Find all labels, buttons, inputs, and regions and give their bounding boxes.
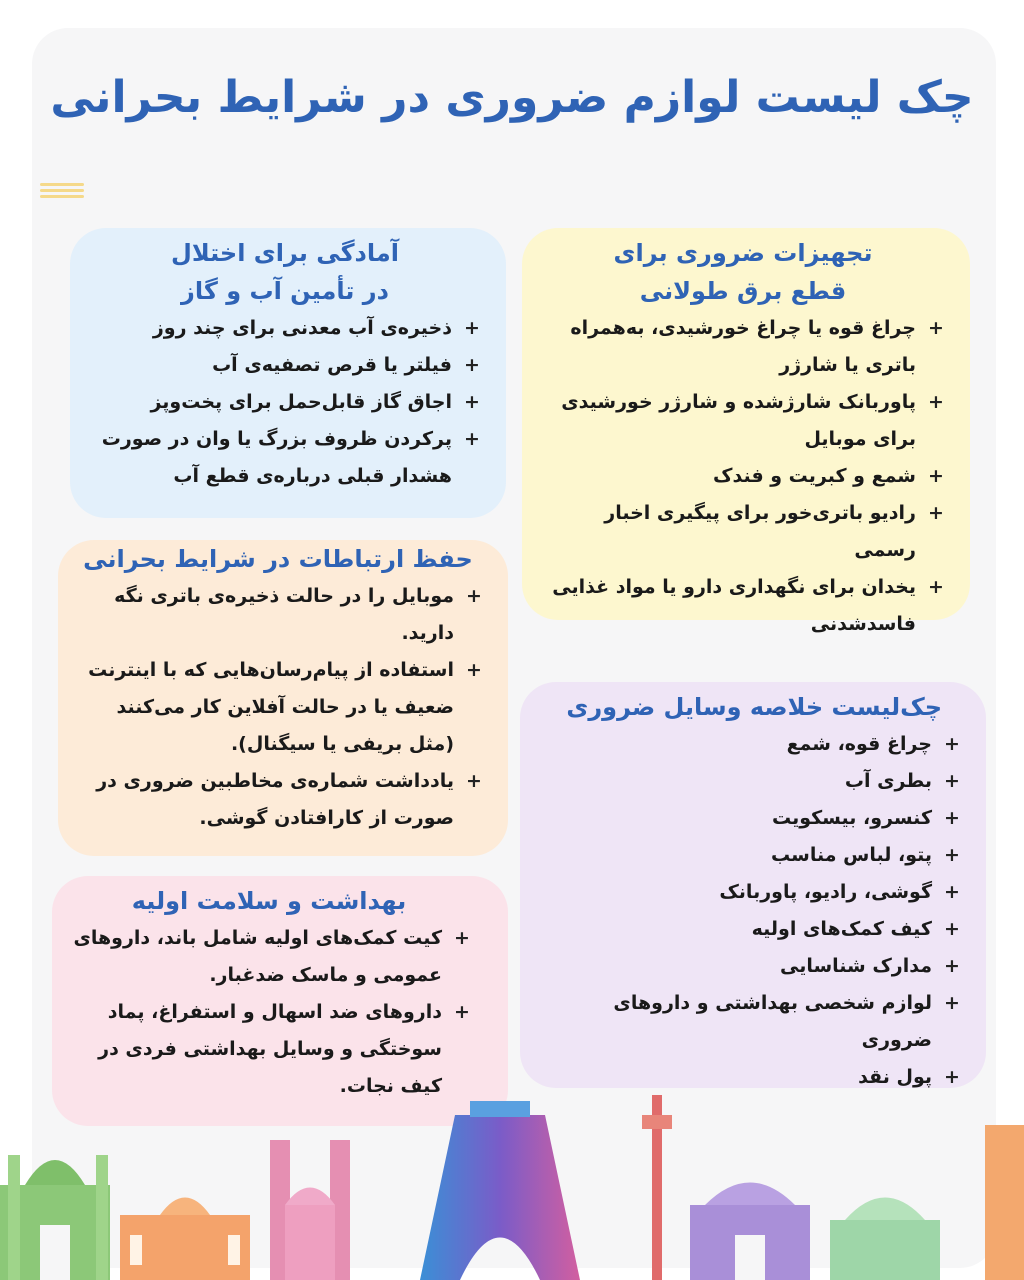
page-title: چک لیست لوازم ضروری در شرایط بحرانی — [50, 72, 974, 123]
list-item — [538, 800, 962, 837]
plus-icon: + — [944, 918, 960, 940]
list-item-text: کیف کمک‌های اولیه — [751, 918, 932, 940]
plus-icon: + — [454, 1001, 470, 1023]
list-item — [538, 837, 962, 874]
list-item — [72, 763, 484, 837]
list-item — [88, 421, 482, 495]
list-item-text: بطری آب — [844, 770, 932, 792]
summary-list — [538, 726, 962, 1096]
list-item-text: استفاده از پیام‌رسان‌هایی که با اینترنت ضعیف یا در حالت آفلاین کار می‌کنند (مثل بریفی یا سیگنال). — [88, 659, 454, 755]
list-item-text: پول نقد — [858, 1066, 932, 1088]
plus-icon: + — [928, 576, 944, 598]
list-item-text: پتو، لباس مناسب — [771, 844, 932, 866]
communication-list — [72, 578, 484, 837]
water-gas-card — [70, 228, 506, 518]
communication-card — [58, 540, 508, 856]
plus-icon: + — [466, 770, 482, 792]
list-item-text: شمع و کبریت و فندک — [713, 465, 916, 487]
list-item-text: رادیو باتری‌خور برای پیگیری اخبار رسمی — [604, 502, 916, 561]
list-item-text: لوازم شخصی بهداشتی و داروهای ضروری — [613, 992, 932, 1051]
plus-icon: + — [466, 659, 482, 681]
list-item — [66, 920, 472, 994]
list-item — [540, 495, 946, 569]
plus-icon: + — [944, 992, 960, 1014]
list-item — [72, 578, 484, 652]
list-item — [538, 874, 962, 911]
power-outage-heading-line1: تجهیزات ضروری برای — [613, 239, 873, 267]
water-gas-heading-line2: در تأمین آب و گاز — [181, 277, 389, 305]
list-item-text: کنسرو، بیسکویت — [771, 807, 932, 829]
plus-icon: + — [928, 465, 944, 487]
plus-icon: + — [466, 585, 482, 607]
list-item — [538, 1059, 962, 1096]
plus-icon: + — [944, 844, 960, 866]
list-item-text: یخدان برای نگهداری دارو یا مواد غذایی فاسدشدنی — [552, 576, 916, 635]
health-heading: بهداشت و سلامت اولیه — [131, 887, 407, 915]
power-outage-heading-line2: قطع برق طولانی — [639, 277, 847, 305]
list-item — [538, 985, 962, 1059]
plus-icon: + — [944, 955, 960, 977]
list-item-text: فیلتر یا قرص تصفیه‌ی آب — [212, 354, 452, 376]
health-list — [66, 920, 472, 1105]
power-outage-list — [540, 310, 946, 643]
water-gas-list — [88, 310, 482, 495]
shrine-purple-illustration — [690, 1183, 810, 1280]
plus-icon: + — [944, 733, 960, 755]
power-outage-heading — [540, 234, 946, 310]
plus-icon: + — [944, 881, 960, 903]
plus-icon: + — [928, 391, 944, 413]
list-item — [538, 948, 962, 985]
plus-icon: + — [928, 317, 944, 339]
list-item-text: چراغ قوه یا چراغ خورشیدی، به‌همراه باتری یا شارژر — [570, 317, 916, 376]
list-item-text: پاوربانک شارژشده و شارژر خورشیدی برای موبایل — [561, 391, 916, 450]
list-item-text: اجاق گاز قابل‌حمل برای پخت‌وپز — [150, 391, 452, 413]
plus-icon: + — [928, 502, 944, 524]
plus-icon: + — [944, 807, 960, 829]
list-item-text: ذخیره‌ی آب معدنی برای چند روز — [152, 317, 452, 339]
list-item-text: مدارک شناسایی — [779, 955, 932, 977]
list-item — [66, 994, 472, 1105]
list-item — [72, 652, 484, 763]
water-gas-heading — [88, 234, 482, 310]
plus-icon: + — [464, 354, 480, 376]
plus-icon: + — [464, 391, 480, 413]
list-item-text: گوشی، رادیو، پاوربانک — [719, 881, 932, 903]
plus-icon: + — [944, 770, 960, 792]
decorative-lines — [40, 180, 84, 204]
city-skyline-illustration — [0, 1095, 1024, 1280]
azadi-tower-illustration — [420, 1101, 580, 1280]
plus-icon: + — [464, 317, 480, 339]
list-item-text: یادداشت شماره‌ی مخاطبین ضروری در صورت از کارافتادن گوشی. — [96, 770, 454, 829]
green-dome-illustration — [830, 1198, 940, 1280]
list-item — [538, 763, 962, 800]
list-item — [538, 726, 962, 763]
plus-icon: + — [464, 428, 480, 450]
list-item — [540, 458, 946, 495]
plus-icon: + — [454, 927, 470, 949]
plus-icon: + — [944, 1066, 960, 1088]
building-orange-illustration — [120, 1198, 250, 1280]
list-item — [88, 347, 482, 384]
list-item-text: داروهای ضد اسهال و استفراغ، پماد سوختگی و وسایل بهداشتی فردی در کیف نجات. — [98, 1001, 442, 1097]
milad-tower-illustration — [642, 1095, 672, 1280]
power-outage-card — [522, 228, 970, 635]
communication-heading: حفظ ارتباطات در شرایط بحرانی — [83, 545, 473, 573]
summary-checklist-card — [520, 682, 986, 1088]
mosque-left-illustration — [0, 1155, 110, 1280]
water-gas-heading-line1: آمادگی برای اختلال — [171, 239, 399, 267]
list-item — [88, 310, 482, 347]
list-item-text: چراغ قوه، شمع — [786, 733, 932, 755]
list-item — [540, 310, 946, 384]
pink-minarets-illustration — [270, 1140, 350, 1280]
list-item-text: پرکردن ظروف بزرگ یا وان در صورت هشدار قبلی درباره‌ی قطع آب — [101, 428, 452, 487]
list-item — [540, 569, 946, 643]
tower-right-illustration — [985, 1125, 1024, 1280]
list-item — [540, 384, 946, 458]
health-card — [52, 876, 508, 1126]
list-item — [88, 384, 482, 421]
list-item-text: موبایل را در حالت ذخیره‌ی باتری نگه دارید. — [114, 585, 454, 644]
summary-heading: چک‌لیست خلاصه وسایل ضروری — [566, 693, 942, 721]
list-item-text: کیت کمک‌های اولیه شامل باند، داروهای عمومی و ماسک ضدغبار. — [73, 927, 442, 986]
list-item — [538, 911, 962, 948]
